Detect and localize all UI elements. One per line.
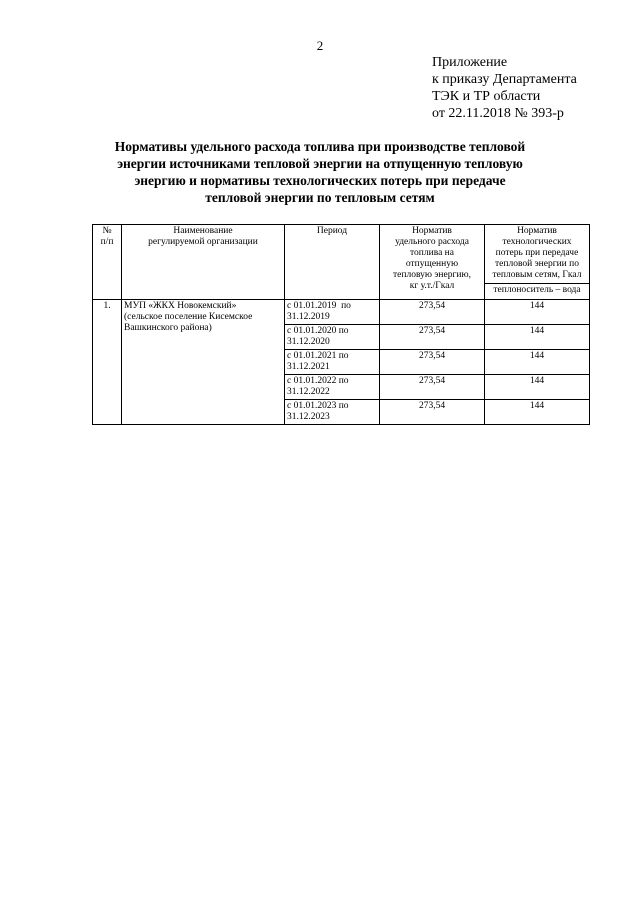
cell-number: 1.	[93, 300, 122, 425]
header-text: тепловым сетям, Гкал	[492, 270, 582, 280]
appendix-reference	[432, 54, 577, 122]
document-title	[100, 138, 540, 206]
cell-loss-norm: 144	[485, 300, 590, 325]
header-text: удельного расхода	[395, 237, 469, 247]
cell-text: 31.12.2022	[287, 387, 330, 397]
page-number: 2	[316, 38, 324, 53]
cell-fuel-norm: 273,54	[380, 400, 485, 425]
title-line: энергии источниками тепловой энергии на отпущенную тепловую	[117, 156, 523, 171]
cell-text: (сельское поселение Кисемское	[124, 312, 253, 322]
norms-table	[92, 224, 590, 425]
header-text: тепловой энергии по	[495, 259, 579, 269]
cell-fuel-norm: 273,54	[380, 350, 485, 375]
header-number	[93, 225, 122, 300]
title-line: тепловой энергии по тепловым сетям	[205, 190, 435, 205]
header-text: Наименование	[173, 226, 233, 236]
header-period	[285, 225, 380, 300]
header-text: регулируемой организации	[148, 237, 258, 247]
cell-text: 31.12.2021	[287, 362, 330, 372]
cell-period	[285, 325, 380, 350]
header-text: тепловую энергию,	[393, 270, 471, 280]
header-text: №	[102, 226, 112, 236]
cell-period	[285, 400, 380, 425]
cell-organization	[122, 300, 285, 425]
cell-text: с 01.01.2019 по	[287, 301, 351, 311]
header-text: теплоноситель – вода	[485, 283, 589, 296]
cell-loss-norm: 144	[485, 400, 590, 425]
appendix-line: ТЭК и ТР области	[432, 89, 541, 104]
cell-loss-norm: 144	[485, 350, 590, 375]
cell-text: 31.12.2023	[287, 412, 330, 422]
header-text: технологических	[502, 237, 572, 247]
header-text: кг у.т./Гкал	[409, 281, 455, 291]
header-text: Норматив	[517, 226, 557, 236]
cell-fuel-norm: 273,54	[380, 325, 485, 350]
cell-text: Вашкинского района)	[124, 323, 212, 333]
title-line: энергию и нормативы технологических потерь при передаче	[134, 173, 506, 188]
cell-period	[285, 375, 380, 400]
appendix-line: от 22.11.2018 № 393-р	[432, 106, 564, 121]
header-organization	[122, 225, 285, 300]
header-text: Период	[316, 226, 348, 236]
header-text: топлива на	[410, 248, 454, 258]
appendix-line: Приложение	[432, 55, 508, 70]
cell-fuel-norm: 273,54	[380, 300, 485, 325]
header-loss-norm	[485, 225, 590, 300]
cell-text: 31.12.2019	[287, 312, 330, 322]
header-text: отпущенную	[405, 259, 459, 269]
title-line: Нормативы удельного расхода топлива при производстве тепловой	[114, 139, 526, 154]
cell-period	[285, 350, 380, 375]
cell-text: с 01.01.2020 по	[287, 326, 349, 336]
table-row	[93, 300, 590, 325]
header-fuel-norm	[380, 225, 485, 300]
cell-period	[285, 300, 380, 325]
cell-loss-norm: 144	[485, 375, 590, 400]
cell-fuel-norm: 273,54	[380, 375, 485, 400]
cell-text: МУП «ЖКХ Новокемский»	[124, 301, 237, 311]
header-text: Норматив	[412, 226, 452, 236]
cell-loss-norm: 144	[485, 325, 590, 350]
cell-text: 31.12.2020	[287, 337, 330, 347]
cell-text: с 01.01.2022 по	[287, 376, 349, 386]
cell-text: с 01.01.2023 по	[287, 401, 349, 411]
cell-text: с 01.01.2021 по	[287, 351, 349, 361]
appendix-line: к приказу Департамента	[432, 72, 577, 87]
table-header-row	[93, 225, 590, 300]
header-text: потерь при передаче	[495, 248, 579, 258]
header-text: п/п	[100, 237, 114, 247]
